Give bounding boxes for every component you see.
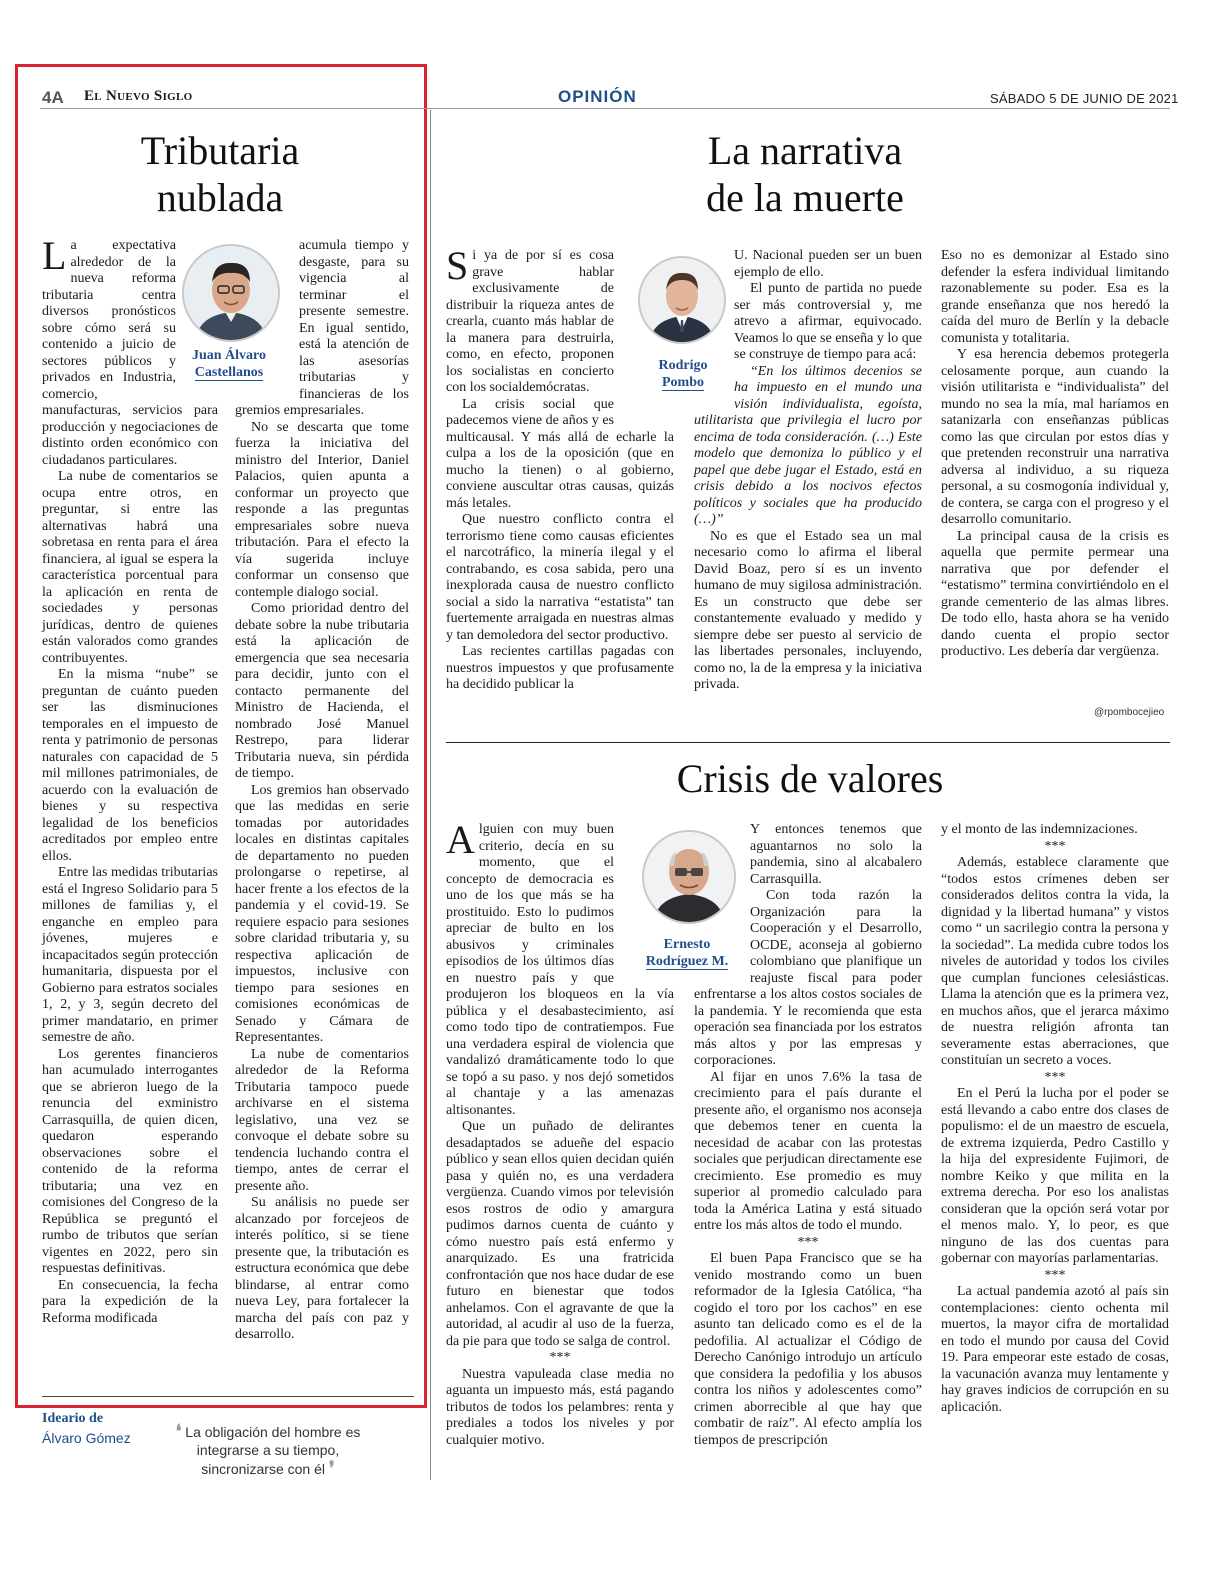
article-1-col-2: acumula tiempo y desgaste, para su vigencia al terminar el presente semestre. En igual sentido, está la atención de las asesorías tributarias y financieras de los gremios empresariales. No se descarta que tome fuerza la iniciativa del ministro del Interior, Daniel Palacios, quien apunta a conformar un proyecto que responde a las preguntas empresariales sobre nueva tributación. Para el efecto la vía sugerida incluye conformar un consenso que contemple dialogo social. Como prioridad dentro del debate sobre la nube tributaria está la aplicación de emergencia que sea necesaria para decidir, junto con el contacto permanente del Ministro de Hacienda, el nombrado José Manuel Restrepo, para liderar Tributaria nueva, sin pérdida de tiempo. Los gremios han observado que las medidas en serie tomadas por autoridades locales en distintas capitales de departamento no pueden prolongarse o repetirse, al hacer frente a los efectos de la pandemia y el covid-19. Se requiere espacio para sesiones sobre claridad tributaria y, su respectiva aplicación de impuestos, inclusive con tiempo para sesiones en comisiones económicas de Senado y Cámara de Representantes. La nube de comentarios alrededor de la Reforma Tributaria tampoco puede archivarse en el sistema legislativo, una vez se convoque el debate sobre su tendencia luchando contra el tiempo, antes de cerrar el presente año. Su análisis no puede ser alcanzado por forcejeos de interés político, si se tiene presente que, la tributación es estructura económica que debe blindarse, al entrar como nueva Ley, para fortalecer la marcha del país con paz y desarrollo. <box>235 238 409 1342</box>
article-2-col-2: U. Nacional pueden ser un buen ejemplo de ello. El punto de partida no puede ser más controversial y, me atrevo a afirmar, equivocado. Veamos lo que se enseña y lo que se construye de tiempo para acá: “En los últimos decenios se ha impuesto en el mundo una visión individualista, egoísta, utilitarista que privilegia el lucro por encima de toda consideración. (…) Este modelo que demoniza lo público y el papel que debe jugar el Estado, está en crisis debido a los nocivos efectos políticos y sociales que ha producido (…)” No es que el Estado sea un mal necesario como lo afirma el liberal David Boaz, pero sí es un invento humano de muy sigilosa administración. Es un constructo que debe ser constantemente evaluado y medido y siempre debe ser puesto al servicio de las libertades personales, incluyendo, como no, la de la empresa y la iniciativa privada. <box>694 248 922 692</box>
masthead: El Nuevo Siglo <box>84 88 193 104</box>
author-byline-pombo: Rodrigo Pombo <box>658 358 708 390</box>
dropcap: A <box>446 817 475 862</box>
article-1-title: Tributaria nublada <box>140 128 300 220</box>
article-2-col-1: Si ya de por sí es cosa grave hablar exclusivamente de distribuir la riqueza antes de crearla, cuanto más hablar de la manera para destruirla, como, en efecto, proponen los socialistas en concierto con los socialdemócratas. La crisis social que padecemos viene de años y es multicausal. Y más allá de echarle la culpa a los de la oposición (que en mucho la tienen) o al gobierno, conviene auscultar otras causas, quizás más letales. Que nuestro conflicto contra el terrorismo tiene como causas eficientes el narcotráfico, la minería ilegal y el contrabando, es cosa sabida, pero una inexplorada causa de nuestro conflicto social a sido la narrativa “estatista” tan fuertemente arraigada en nuestras almas y tan demoledora del sector productivo. Las recientes cartillas pagadas con nuestros impuestos y que profusamente ha decidido publicar la <box>446 243 674 692</box>
column-divider <box>430 110 431 1480</box>
page-number: 4A <box>42 88 64 107</box>
article-1-end-rule <box>42 1396 414 1397</box>
issue-date: SÁBADO 5 DE JUNIO DE 2021 <box>990 91 1179 106</box>
article-3-col-2: Y entonces tenemos que aguantarnos no solo la pandemia, sino al alcabalero Carrasquilla. Con toda razón la Organización para la Cooperación y el Desarrollo, OCDE, aconseja al gobierno colombiano que planifique un reajuste fiscal para poder enfrentarse a los altos costos sociales de la pandemia. Y le recomienda que esta operación sea financiada por los estratos más altos y por las empresas y corporaciones. Al fijar en unos 7.6% la tasa de crecimiento para el país durante el presente año, el organismo nos aconseja que debemos tener en cuenta la necesidad de acabar con las protestas sociales que perjudican directamente ese crecimiento. Ese promedio es muy superior al promedio calculado para toda la América Latina y está situado entre los más altos de todo el mundo. *** El buen Papa Francisco que se ha venido mostrando como un buen reformador de la Iglesia Católica, “ha cogido el toro por los cachos” en ese asunto tan delicado como es el de la pedofilia. Al actualizar el Código de Derecho Canónigo introdujo un artículo que considera la pedofilia y los abusos contra los niños y adolescentes como” crimen aborrecible al que hay que combatir de raíz”. Al efecto amplía los tiempos de prescripción <box>694 822 922 1448</box>
article-3-col-3: y el monto de las indemnizaciones. *** Además, establece claramente que “todos estos crímenes deben ser considerados delitos contra la vida, la dignidad y la libertad humana” y vistos como “ un sacrilegio contra la persona y la sociedad”. La medida cubre todos los niveles de autoridad y todos los civiles que cumplan funciones celesiásticas. Llama la atención que es la primera vez, en muchos años, que el jerarca máximo de nuestra religión afronta tan severamente estas aberraciones, que constituían un secreto a voces. *** En el Perú la lucha por el poder se está llevando a cabo entre dos clases de populismo: el de un maestro de escuela, de extrema izquierda, Pedro Castillo y la hija del expresidente Fujimori, de nombre Keiko y que milita en la extrema derecha. Por eso los analistas consideran que la opción será votar por el menos malo. Y, lo peor, es que ninguno de las dos cuentas para gobernar con mayorías parlamentarias. *** La actual pandemia azotó al país sin contemplaciones: ciento ochenta mil muertos, la mayor cifra de mortalidad en todo el mundo por causa del Covid 19. Para empeorar este estado de cosas, la vacunación avanza muy lentamente y hay graves indicios de corrupción en su aplicación. <box>941 822 1169 1415</box>
header-rule <box>40 108 1170 109</box>
author-byline-rodriguez: Ernesto Rodríguez M. <box>645 937 729 969</box>
ideario-quote: ❛ La obligación del hombre es integrarse a su tiempo, sincronizarse con él ❜ <box>175 1421 361 1478</box>
article-3-col-1: Alguien con muy buen criterio, decía en su momento, que el concepto de democracia es uno de los que más se ha prostituido. Esto lo pudimos apreciar de bulto en los abusivos y criminales episodios de los últimos días en nuestro país y que produjeron los bloqueos en la vía pública y el desabastecimiento, así como todo tipo de contratiempos. Fue una verdadera espiral de violencia que vandalizó dramáticamente todo lo que se topó a su paso. y nos dejó sometidos al chantaje y a las amenazas altisonantes. Que un puñado de delirantes desadaptados se adueñe del espacio público y sean ellos quien decidan quién pasa y quién no, es una verdadera vergüenza. Cuando vimos por televisión esos rostros de odio y amargura pudimos darnos cuenta de cuánto y cómo nuestro país está enfermo y anarquizado. Es una fratricida confrontación que nos hace dudar de ese futuro en bienestar que todos anhelamos. Con el agravante de que la autoridad, al acudir al uso de la fuerza, da pie para que todo se salga de control. *** Nuestra vapuleada clase media no aguanta un impuesto más, está pagando tributos de todos los pelambres: renta y prediales a todos los niveles y por cualquier motivo. <box>446 817 674 1448</box>
author-handle: @rpombocejieo <box>1094 707 1165 718</box>
dropcap: S <box>446 243 469 288</box>
article-separator <box>446 742 1170 743</box>
article-2-col-3: Eso no es demonizar al Estado sino defender la esfera individual limitando razonablemente su poder. Esa es la grande enseñanza que nos heredó la caída del muro de Berlín y la debacle comunista y totalitaria. Y esa herencia debemos protegerla celosamente porque, aun cuando la visión utilitarista e “individualista” del mundo no sea la mía, mal haríamos en satanizarla con enseñanzas públicas como las que circulan por estos días y que pretenden reconstruir una narrativa adversa al individuo, a su riqueza personal, a su cosmogonía individual y, de contera, se carga con el progreso y el desarrollo comunitario. La principal causa de la crisis es aquella que permite permear una narrativa que por defender el “estatismo” termina convirtiéndolo en el grande cementerio de las almas libres. De todo ello, hasta ahora se ha venido dando cuenta el propio sector productivo. Les debería dar vergüenza. <box>941 248 1169 659</box>
quote-close-icon: ❜ <box>328 1458 335 1478</box>
article-1-col-1: La expectativa alrededor de la nueva reforma tributaria centra diversos pronósticos sobre cómo será su contenido a juicio de sectores públicos y privados en Industria, comercio, manufacturas, servicios para producción y negociaciones de distinto orden económico con ciudadanos particulares. La nube de comentarios se ocupa entre otros, en preguntar, si entre las alternativas habrá una sobretasa en renta para el área financiera, al igual se espera la característica porcentual para la aplicación en renta de sociedades y personas jurídicas, dentro de quienes están valorados como grandes contribuyentes. En la misma “nube” se preguntan de cuánto pueden ser las disminuciones temporales en el impuesto de renta y patrimonio de personas naturales con capacidad de 5 mil millones patrimoniales, de acuerdo con la evaluación de bienes y su respectiva legalidad de los beneficios acreditados por empleo entre ellos. Entre las medidas tributarias está el Ingreso Solidario para 5 millones de familias y, el enganche en empleo para jóvenes, mujeres e incapacitados según protección humanitaria, dispuesta por el Gobierno para estratos sociales 1, 2, y 3, según decreto del primer mandatario, en primer semestre de año. Los gerentes financieros han acumulado interrogantes que se abrieron luego de la renuncia del exministro Carrasquilla, de quien dicen, quedaron esperando observaciones sobre el contenido de la reforma tributaria; una vez en comisiones del Congreso de la República se preguntó el rumbo de tributos que serían vigentes en 2022, pero sin respuestas definitivas. En consecuencia, la fecha para la expedición de la Reforma modificada <box>42 233 218 1326</box>
ideario-label: Ideario de <box>42 1411 104 1426</box>
article-3-title: Crisis de valores <box>676 756 944 801</box>
quote-open-icon: ❛ <box>175 1421 182 1441</box>
article-2-title: La narrativa de la muerte <box>706 128 904 220</box>
section-title: OPINIÓN <box>558 87 637 106</box>
ideario-author: Álvaro Gómez <box>42 1430 131 1446</box>
dropcap: L <box>42 233 67 278</box>
author-byline-castellanos: Juan Álvaro Castellanos <box>191 348 267 380</box>
